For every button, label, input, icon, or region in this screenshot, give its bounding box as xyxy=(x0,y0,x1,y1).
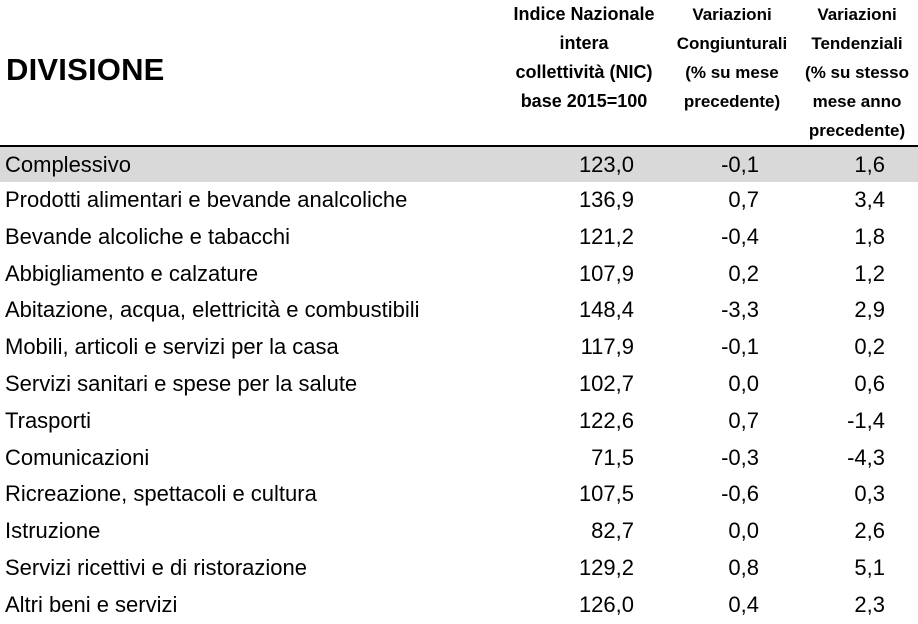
header-line: mese anno xyxy=(812,92,902,111)
row-label: Abbigliamento e calzature xyxy=(5,260,259,286)
header-line: precedente) xyxy=(683,92,781,111)
header-line: intera xyxy=(559,33,609,53)
row-label: Trasporti xyxy=(5,407,91,433)
table-row xyxy=(0,440,918,477)
row-label: Istruzione xyxy=(5,518,101,544)
annual-change-value: 0,2 xyxy=(854,334,885,360)
division-header: DIVISIONE xyxy=(6,52,165,87)
monthly-change-value: 0,0 xyxy=(728,370,759,396)
annual-change-value: 0,6 xyxy=(854,370,885,396)
index-value: 107,9 xyxy=(578,260,634,286)
annual-change-value: 1,8 xyxy=(854,223,885,249)
monthly-change-value: -0,3 xyxy=(721,444,759,470)
index-value: 107,5 xyxy=(578,481,634,507)
table-row xyxy=(0,587,918,624)
monthly-change-value: -0,1 xyxy=(721,152,759,177)
row-label: Servizi ricettivi e di ristorazione xyxy=(5,554,307,580)
row-label: Complessivo xyxy=(5,152,131,177)
monthly-change-value: 0,7 xyxy=(728,187,759,212)
index-value: 121,2 xyxy=(578,223,634,249)
header-line: Indice Nazionale xyxy=(513,4,655,24)
table-row-total xyxy=(0,147,918,182)
index-value: 102,7 xyxy=(578,370,634,396)
annual-change-value: 2,9 xyxy=(854,297,885,323)
nic-index-header xyxy=(498,0,670,116)
monthly-change-value: -0,6 xyxy=(721,481,759,507)
table-body xyxy=(0,147,918,624)
index-value: 148,4 xyxy=(578,297,634,323)
header-line: collettività (NIC) xyxy=(515,62,653,82)
index-value: 122,6 xyxy=(578,407,634,433)
monthly-change-value: 0,4 xyxy=(728,591,759,617)
table-row xyxy=(0,182,918,219)
monthly-change-header xyxy=(672,0,792,116)
table-row xyxy=(0,513,918,550)
header-line: Variazioni xyxy=(817,5,897,24)
annual-change-value: 2,3 xyxy=(854,591,885,617)
annual-change-value: -4,3 xyxy=(847,444,885,470)
header-line: (% su mese xyxy=(685,63,779,82)
index-value: 71,5 xyxy=(591,444,634,470)
index-value: 123,0 xyxy=(578,152,634,177)
row-label: Ricreazione, spettacoli e cultura xyxy=(5,481,317,507)
annual-change-value: 5,1 xyxy=(854,554,885,580)
table-row xyxy=(0,329,918,366)
monthly-change-value: 0,8 xyxy=(728,554,759,580)
header-line: Tendenziali xyxy=(811,34,903,53)
row-label: Servizi sanitari e spese per la salute xyxy=(5,370,358,396)
table-row xyxy=(0,550,918,587)
row-label: Mobili, articoli e servizi per la casa xyxy=(5,334,339,360)
index-value: 117,9 xyxy=(580,334,634,360)
header-line: (% su stesso xyxy=(805,63,909,82)
monthly-change-value: -0,1 xyxy=(721,334,759,360)
row-label: Abitazione, acqua, elettricità e combustibili xyxy=(5,297,420,323)
table-row xyxy=(0,219,918,256)
header-line: Congiunturali xyxy=(676,34,788,53)
monthly-change-value: -3,3 xyxy=(721,297,759,323)
index-value: 126,0 xyxy=(578,591,634,617)
annual-change-value: 3,4 xyxy=(854,187,885,212)
row-label: Bevande alcoliche e tabacchi xyxy=(5,223,290,249)
row-label: Prodotti alimentari e bevande analcoliche xyxy=(5,187,408,212)
index-value: 82,7 xyxy=(591,518,634,544)
index-value: 129,2 xyxy=(578,554,634,580)
row-label: Altri beni e servizi xyxy=(5,591,178,617)
header-line: Variazioni xyxy=(692,5,772,24)
index-value: 136,9 xyxy=(578,187,634,212)
annual-change-value: 0,3 xyxy=(854,481,885,507)
monthly-change-value: 0,0 xyxy=(728,518,759,544)
annual-change-value: 1,6 xyxy=(854,152,885,177)
table-row xyxy=(0,292,918,329)
row-label: Comunicazioni xyxy=(5,444,150,470)
annual-change-header xyxy=(796,0,918,145)
monthly-change-value: 0,7 xyxy=(728,407,759,433)
annual-change-value: 1,2 xyxy=(854,260,885,286)
table-header xyxy=(0,0,918,145)
table-row xyxy=(0,403,918,440)
monthly-change-value: -0,4 xyxy=(721,223,759,249)
table-row xyxy=(0,366,918,403)
header-line: base 2015=100 xyxy=(520,91,648,111)
annual-change-value: -1,4 xyxy=(847,407,885,433)
annual-change-value: 2,6 xyxy=(854,518,885,544)
table-row xyxy=(0,256,918,293)
monthly-change-value: 0,2 xyxy=(728,260,759,286)
header-line: precedente) xyxy=(808,121,906,140)
table-row xyxy=(0,476,918,513)
